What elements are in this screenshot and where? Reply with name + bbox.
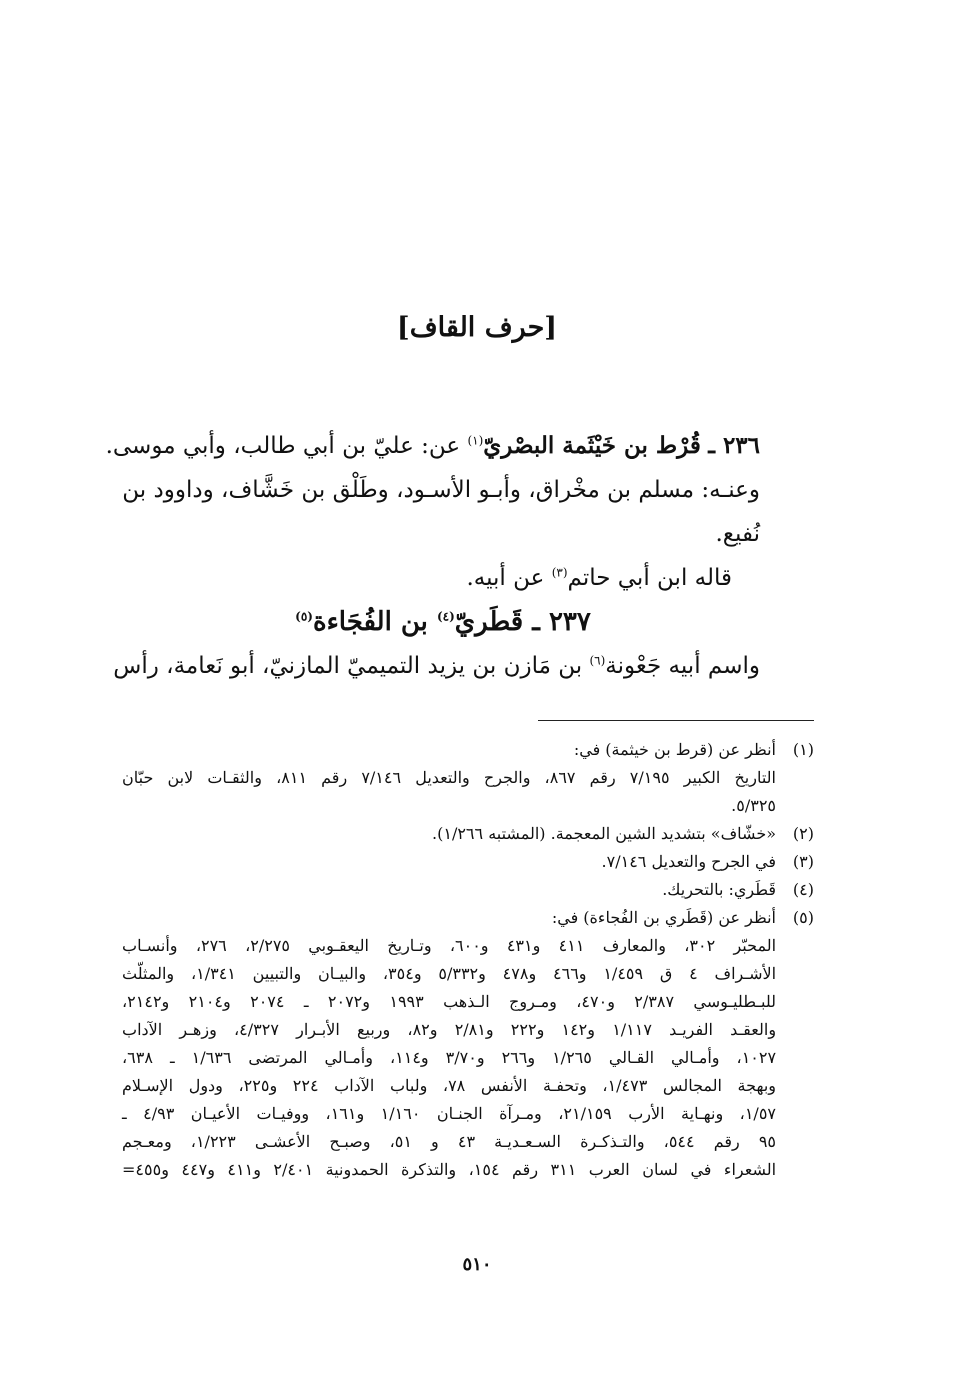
- footnote-ref-6[interactable]: (٦): [589, 653, 606, 668]
- entry-236-teachers: عن: عليّ بن أبي طالب، وأبي موسى.: [105, 433, 468, 459]
- footnote-1: [122, 736, 814, 764]
- entry-236-number: ٢٣٦ ـ: [708, 432, 760, 459]
- section-title: [حرف القاف]: [396, 312, 558, 343]
- entry-236-name: قُرْط بن خَيْثَمة البصْريّ: [483, 432, 701, 459]
- footnote-5-line: ١/٥٧، ونهـاية الأرب ٢١/١٥٩، ومـرآة الجنـان ١/١٦٠ و١٦١، ووفيـات الأعيـان ٤/٩٣ ـ: [122, 1104, 776, 1123]
- footnote-ref-3[interactable]: (٣): [551, 565, 568, 580]
- footnote-text: أنظر عن (قرط بن خيثمة) في:: [573, 740, 776, 759]
- footnote-5-line: وبهجة المجالس ١/٤٧٣، وتحفـة الأنفس ٧٨، ولباب الآداب ٢٢٤ و٢٢٥، ودول الإسـلام: [122, 1076, 777, 1095]
- main-text: [105, 424, 760, 688]
- footnote-text: أنظر عن (قَطَري بن الفُجاءة) في:: [551, 908, 776, 927]
- footnote-5-line: الأشـراف ٤ ق ١/٤٥٩ و٤٦٦ و٤٧٨ و٥/٣٣٢ و٣٥٤، والبيـان والتبيين ١/٣٤١، والمثلّث: [122, 964, 777, 983]
- footnote-5-line: ٩٥ رقم ٥٤٤، والتـذكـرة السـعـديـة ٤٣ و ٥١، وصبـح الأعشـى ١/٢٢٣، ومعـجم: [122, 1132, 777, 1151]
- footnote-5-line: للبـطليـوسي ٢/٣٨٧ و٤٧٠، ومـروج الـذهب ١٩٩٣ و٢٠٧٢ ـ ٢٠٧٤ و٢١٠٤ و٢١٤٢،: [122, 992, 777, 1011]
- entry-237-name-b: بن الفُجَاءة: [312, 607, 437, 637]
- footnote-1-line-3: ٥/٣٢٥.: [731, 796, 776, 815]
- footnote-1-line-2: التاريخ الكبير ٧/١٩٥ رقم ٨٦٧، والجرح والتعديل ٧/١٤٦ رقم ٨١١، والثقـات لابن حبّان: [122, 768, 776, 787]
- entry-236-source-text: قاله ابن أبي حاتم: [567, 565, 732, 591]
- footnote-2: [122, 820, 814, 848]
- footnotes: [122, 736, 814, 1184]
- footnote-text: قَطَري: بالتحريك.: [662, 880, 776, 899]
- entry-237-heading: [126, 600, 760, 644]
- footnote-number: (٤): [792, 880, 814, 899]
- footnote-3: [122, 848, 814, 876]
- footnote-text: «خشّاف» بتشديد الشين المعجمة. (المشتبه ١/٢٦٦).: [432, 824, 776, 843]
- footnote-5-line: ١٠٢٧، وأمـالي القـالي ١/٢٦٥ و٢٦٦ و٣/٧٠ و١١٤، وأمـالي المرتضى ١/٦٣٦ ـ ٦٣٨،: [122, 1048, 777, 1067]
- footnote-separator: [538, 720, 814, 721]
- footnote-text: في الجرح والتعديل ٧/١٤٦.: [601, 852, 776, 871]
- footnote-5-line: الشعراء في لسان العرب ٣١١ رقم ١٥٤، والتذكرة الحمدونية ٢/٤٠١ و٤١١ و٤٤٧ و٤٥٥=: [122, 1160, 777, 1179]
- entry-237-name-a: ٢٣٧ ـ قَطَريّ: [454, 607, 591, 637]
- entry-236-source-end: عن أبيه.: [466, 565, 552, 591]
- entry-237-text-b: بن مَازن بن يزيد التميميّ المازنيّ، أبو نَعامة، رأس: [113, 653, 590, 679]
- footnote-ref-5[interactable]: (٥): [295, 609, 313, 624]
- footnote-5-line: المحبّر ٣٠٢، والمعارف ٤١١ و٤٣١ و٦٠٠، وتـاريخ اليعقـوبي ٢/٢٧٥، ٢٧٦، وأنسـاب: [122, 936, 777, 955]
- footnote-number: (١): [792, 740, 814, 759]
- entry-236-source: [126, 556, 760, 600]
- entry-236-students-end: نُفيع.: [715, 521, 760, 547]
- entry-237-text-a: واسم أبيه جَعْونة: [605, 653, 760, 679]
- footnote-ref-1[interactable]: (١): [467, 433, 484, 448]
- footnote-number: (٣): [792, 852, 814, 871]
- entry-236-first-line: [105, 424, 760, 468]
- footnote-4: [122, 876, 814, 904]
- footnote-ref-4[interactable]: (٤): [436, 609, 455, 624]
- page-number: ٥١٠: [462, 1254, 492, 1275]
- entry-237-first-line: [113, 644, 760, 688]
- footnote-number: (٢): [792, 824, 814, 843]
- entry-236-students: وعنـه: مسلم بن مخْراق، وأبـو الأسـود، وطَلْق بن خَشَّاف، وداوود بن: [122, 477, 760, 503]
- footnote-number: (٥): [792, 908, 814, 927]
- footnote-5-line: والعقـد الفريـد ١/١١٧ و١٤٢ و٢٢٢ و٢/٨١ و٨٢، وربيع الأبـرار ٤/٣٢٧، وزهـر الآداب: [122, 1020, 777, 1039]
- footnote-5: [122, 904, 814, 932]
